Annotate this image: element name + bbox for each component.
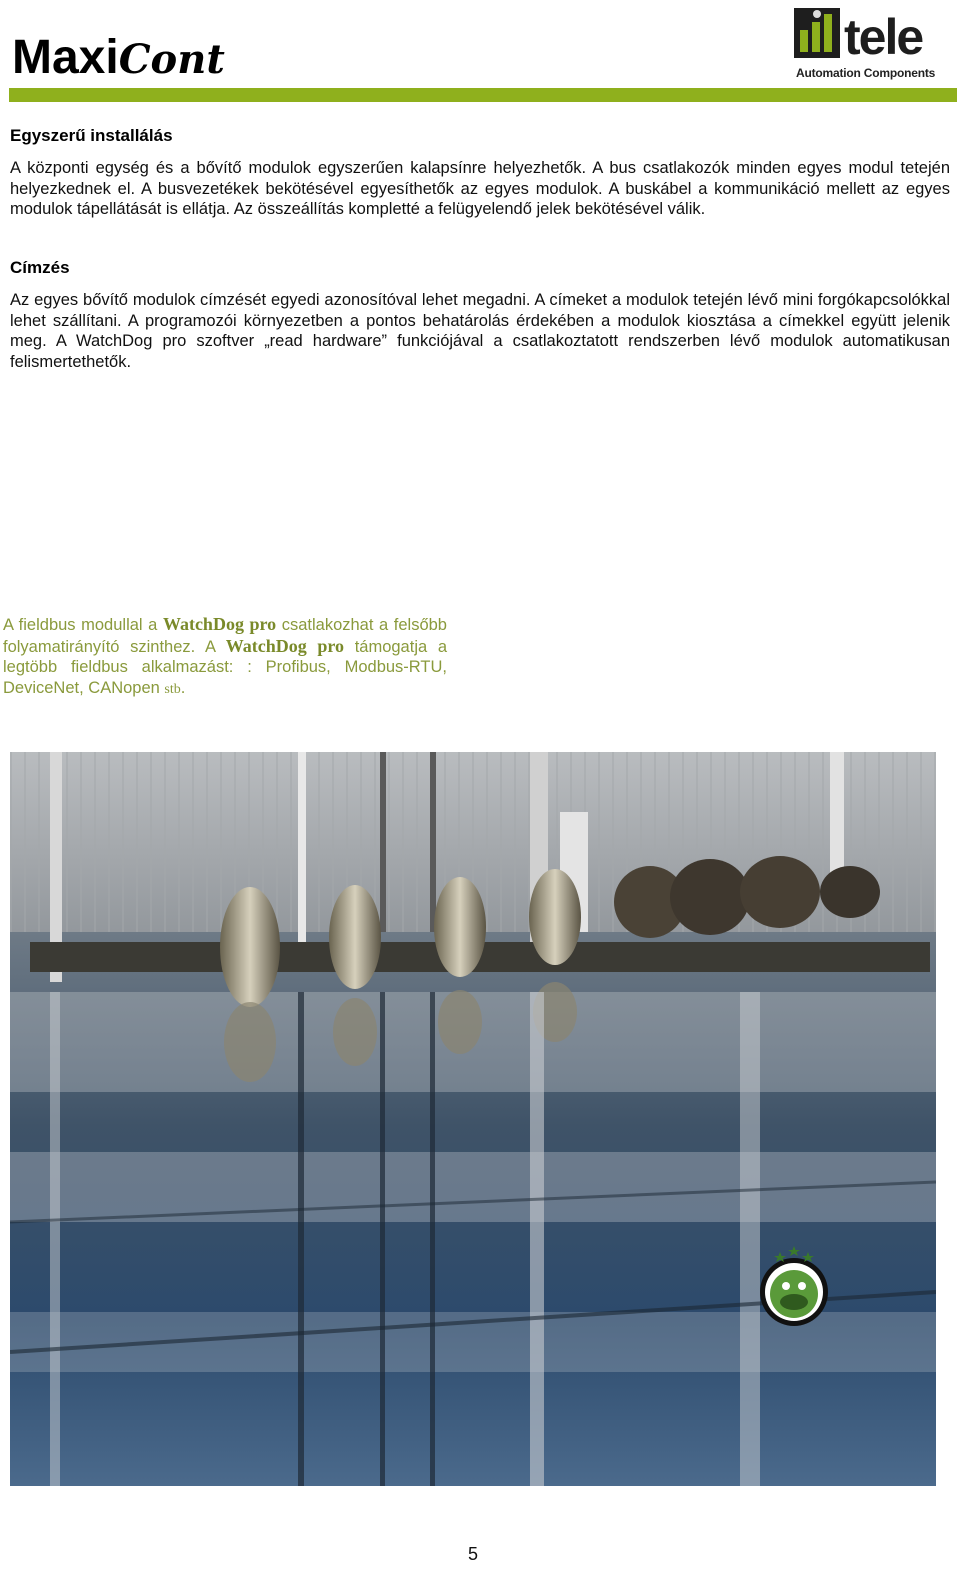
header-accent-bar [9,88,957,102]
page-number: 5 [467,1544,478,1564]
section-title-installation: Egyszerű installálás [10,126,173,145]
section-body-installation: A központi egység és a bővítő modulok egyszerűen kalapsínre helyezhetők. A bus csatlakozók minden egyes modul tetején helyezkednek el. A busvezetékek bekötésével egyesíthetők az egyes modulok. A buskábel a kommunikáció mellett az egyes modulok tápellátását is ellátja. Az összeállítás kompletté a felügyelendő jelek bekötésével válik. [10,159,950,218]
caption-text-1: A fieldbus modullal a [3,616,163,634]
logo-subtitle: Automation Components [796,66,936,80]
photo-illustration [10,752,936,1486]
caption-text-3: támogatja a legtöbb fieldbus alkalmazást: : Profibus, Modbus-RTU, DeviceNet, CANopen [3,637,447,697]
screw-pump-photo [10,752,936,1486]
maxicont-brand [12,30,225,88]
section-title-addressing: Címzés [10,258,70,277]
caption-text-5: . [180,678,186,697]
page-header [0,0,960,100]
brand-maxi: Maxi [12,31,119,84]
fieldbus-caption [3,614,447,700]
brand-cont: Cont [118,36,225,83]
caption-brand-2: WatchDog pro [225,635,345,656]
caption-text-2: csatlakozhat a felsőbb folyamatirányító szinthez. A [3,616,447,656]
caption-text-4: stb [164,681,181,697]
tele-logo [794,4,954,82]
section-body-addressing: Az egyes bővítő modulok címzését egyedi azonosítóval lehet megadni. A címeket a modulok tetején lévő mini forgókapcsolókkal lehet szállítani. A programozói környezetben a pontos behatárolás érdekében a modulok kiosztása a címekkel együtt jelenik meg. A WatchDog pro szoftver „read hardware” funkciójával a csatlakoztatott rendszerben lévő modulok automatikusan felismertethetők. [10,291,950,371]
tele-logo-icon [794,4,954,66]
caption-brand-1: WatchDog pro [162,614,277,634]
logo-wordmark: tele [844,9,923,65]
